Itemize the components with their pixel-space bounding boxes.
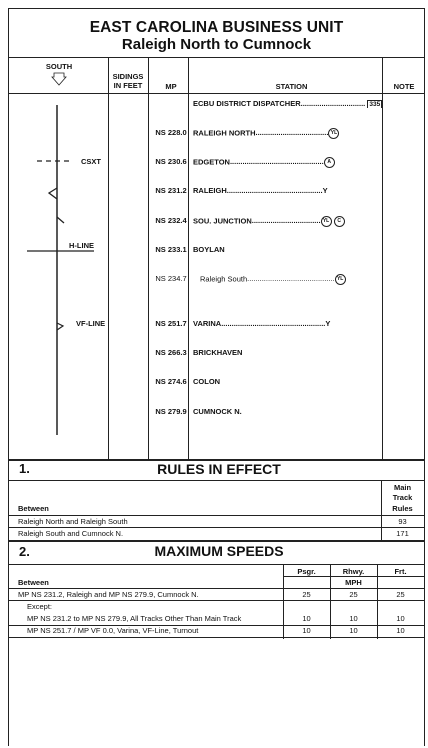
south-arrow-icon <box>51 72 67 86</box>
speeds-col-rhwy: Rhwy. <box>342 567 365 576</box>
page-subtitle: Raleigh North to Cumnock <box>121 36 312 53</box>
speeds-row-between: MP NS 231.2 to MP NS 279.9, All Tracks Other Than Main Track <box>27 614 242 623</box>
speeds-row-between: MP NS 231.2, Raleigh and MP NS 279.9, Cumnock N. <box>18 590 199 599</box>
station-mark: A <box>324 157 335 168</box>
station-name-row: SOU. JUNCTION................................. YL C <box>193 216 383 227</box>
speeds-row-between: MP NS 251.7 / MP VF 0.0, Varina, VF-Line, Turnout <box>27 626 199 635</box>
station-name: CUMNOCK N. <box>193 407 242 416</box>
rules-row-between: Raleigh North and Raleigh South <box>18 517 128 526</box>
speeds-row-frt: 10 <box>396 626 405 635</box>
divider <box>9 600 424 601</box>
divider <box>283 576 424 577</box>
track-diagram <box>9 93 108 443</box>
station-mark: YL <box>328 128 339 139</box>
speeds-col-frt: Frt. <box>394 567 407 576</box>
col-south: SOUTH <box>45 62 73 71</box>
station-name-row: VARINA..................................................Y <box>193 319 331 328</box>
station-mp: NS 266.3 <box>155 348 187 357</box>
rules-col-header-3: Rules <box>392 504 413 513</box>
col-note: NOTE <box>393 82 415 91</box>
station-name: RALEIGH <box>193 186 227 195</box>
station-mark: YL <box>335 274 346 285</box>
station-mp: NS 231.2 <box>155 186 187 195</box>
speeds-between-label: Between <box>18 578 49 587</box>
station-mark: Y <box>322 186 328 195</box>
station-mp: NS 279.9 <box>155 407 187 416</box>
station-name-row: RALEIGH NORTH................................... YL <box>193 128 383 139</box>
station-mp: NS 232.4 <box>155 216 187 225</box>
col-sidings-1: SIDINGS <box>112 72 144 81</box>
station-mp: NS 228.0 <box>155 128 187 137</box>
speeds-row-psgr: 10 <box>302 614 311 623</box>
station-mp: NS 251.7 <box>155 319 187 328</box>
dispatcher-channel: 335 <box>369 101 381 108</box>
csxt-label: CSXT <box>81 157 102 166</box>
speeds-row-rhwy: 10 <box>349 626 358 635</box>
station-name: COLON <box>193 377 221 386</box>
vf-line-label: VF-LINE <box>76 319 106 328</box>
dispatcher-row: ECBU DISTRICT DISPATCHER............................... 335 <box>193 99 381 108</box>
divider <box>9 588 424 589</box>
station-mp: NS 274.6 <box>155 377 187 386</box>
h-line-label: H-LINE <box>69 241 94 250</box>
speeds-row-psgr: 10 <box>302 626 311 635</box>
divider <box>9 480 424 481</box>
divider <box>9 527 424 528</box>
station-name: SOU. JUNCTION <box>193 216 252 226</box>
station-name-row: RALEIGH..............................................Y <box>193 186 328 195</box>
station-mark-2: C <box>334 216 345 227</box>
station-mp: NS 230.6 <box>155 157 187 166</box>
col-divider <box>188 57 189 459</box>
speeds-col-psgr: Psgr. <box>297 567 316 576</box>
station-name: VARINA <box>193 319 222 328</box>
col-mp: MP <box>165 82 177 91</box>
station-name-row: Raleigh South.......................................... YL <box>200 274 390 285</box>
station-mark: YL <box>321 216 332 227</box>
station-name: BRICKHAVEN <box>193 348 243 357</box>
speeds-unit: MPH <box>345 578 362 587</box>
rules-col-header-1: Main <box>393 483 412 492</box>
divider <box>9 564 424 565</box>
rules-between-label: Between <box>18 504 49 513</box>
speeds-row-psgr: 25 <box>302 590 311 599</box>
speeds-row-rhwy: 10 <box>349 614 358 623</box>
station-name-row: EDGETON............................................. A <box>193 157 383 168</box>
divider <box>9 57 424 58</box>
station-name: BOYLAN <box>193 245 225 254</box>
rules-row-value: 93 <box>398 517 407 526</box>
divider <box>9 637 424 638</box>
col-sidings-2: IN FEET <box>113 81 143 90</box>
timetable-page <box>8 8 425 746</box>
section-divider <box>9 540 424 542</box>
rules-row-between: Raleigh South and Cumnock N. <box>18 529 124 538</box>
speeds-section-number: 2. <box>19 544 30 559</box>
col-divider <box>108 57 109 459</box>
station-mark: Y <box>325 319 331 328</box>
speeds-row-frt: 25 <box>396 590 405 599</box>
station-name: EDGETON <box>193 157 230 167</box>
col-station: STATION <box>275 82 308 91</box>
dispatcher-label: ECBU DISTRICT DISPATCHER <box>193 99 301 108</box>
station-name: RALEIGH NORTH <box>193 128 256 138</box>
station-mp: NS 234.7 <box>155 274 187 283</box>
speeds-row-frt: 10 <box>396 614 405 623</box>
rules-col-header-2: Track <box>392 493 413 502</box>
divider <box>9 515 424 516</box>
rules-section-number: 1. <box>19 461 30 476</box>
rules-row-value: 171 <box>396 529 409 538</box>
speeds-row-between: Except: <box>27 602 53 611</box>
col-divider <box>148 57 149 459</box>
col-divider <box>382 57 383 459</box>
rules-section-title: RULES IN EFFECT <box>157 461 281 477</box>
speeds-section-title: MAXIMUM SPEEDS <box>154 543 284 559</box>
station-name: Raleigh South <box>200 274 248 284</box>
speeds-row-rhwy: 25 <box>349 590 358 599</box>
page-title: EAST CAROLINA BUSINESS UNIT <box>89 19 344 36</box>
station-mp: NS 233.1 <box>155 245 187 254</box>
